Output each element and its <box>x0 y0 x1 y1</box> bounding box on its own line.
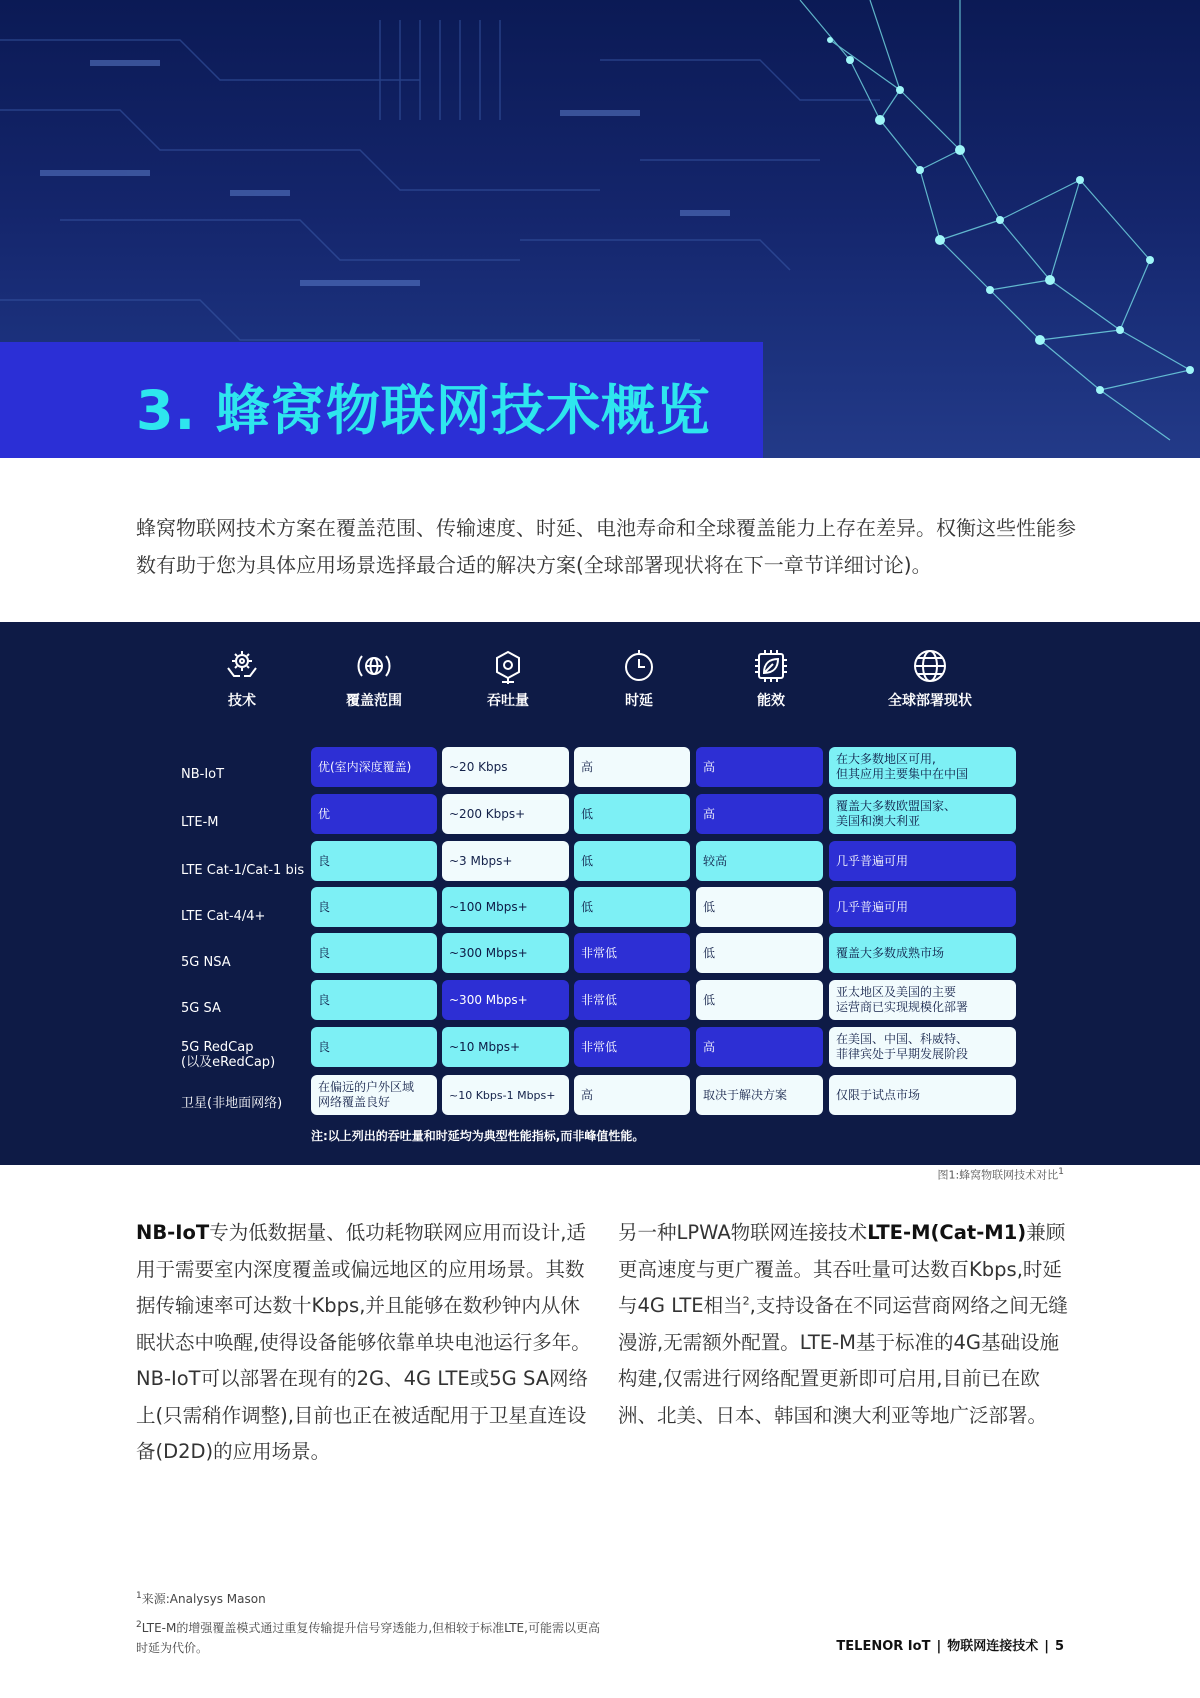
clock-icon <box>619 646 659 686</box>
cell-efficiency: 高 <box>696 1027 823 1067</box>
header-deployment <box>860 646 1000 710</box>
row-label-lte-cat1: LTE Cat-1/Cat-1 bis <box>181 863 305 878</box>
hero-banner <box>0 0 1200 458</box>
header-label: 技术 <box>228 693 256 709</box>
footer-separator: | <box>936 1639 942 1654</box>
column-right-text-c: ,支持设备在不同运营商网络之间无缝漫游,无需额外配置。LTE-M基于标准的4G基础设施构建,仅需进行网络配置更新即可启用,目前已在欧洲、北美、日本、韩国和澳大利亚等地广泛部署。 <box>618 1294 1068 1427</box>
gear-hands-icon <box>222 646 262 686</box>
signal-globe-icon <box>354 646 394 686</box>
cell-throughput: ~100 Mbps+ <box>442 887 569 927</box>
header-latency <box>574 646 704 710</box>
cell-throughput: ~10 Mbps+ <box>442 1027 569 1067</box>
cell-throughput: ~200 Kbps+ <box>442 794 569 834</box>
network-node-icon <box>488 646 528 686</box>
cell-efficiency: 低 <box>696 933 823 973</box>
cell-efficiency: 较高 <box>696 841 823 881</box>
cell-latency: 低 <box>574 794 690 834</box>
header-coverage <box>309 646 439 710</box>
header-efficiency <box>706 646 836 710</box>
cell-latency: 低 <box>574 841 690 881</box>
footnote-text: 来源:Analysys Mason <box>141 1592 266 1606</box>
cell-deployment: 几乎普遍可用 <box>829 887 1016 927</box>
row-label-5g-sa: 5G SA <box>181 1001 221 1016</box>
cell-latency: 低 <box>574 887 690 927</box>
page-footer <box>836 1635 1064 1654</box>
header-label: 能效 <box>757 693 785 709</box>
cell-coverage: 良 <box>311 841 437 881</box>
cell-coverage: 良 <box>311 980 437 1020</box>
column-left <box>136 1215 591 1471</box>
column-right <box>618 1215 1073 1434</box>
column-right-text-b: 兼顾更高速度与更广覆盖。其吞吐量可达数百Kbps,时延与4G LTE相当 <box>618 1221 1066 1317</box>
cell-latency: 非常低 <box>574 980 690 1020</box>
intro-paragraph: 蜂窝物联网技术方案在覆盖范围、传输速度、时延、电池寿命和全球覆盖能力上存在差异。权衡这些性能参数有助于您为具体应用场景选择最合适的解决方案(全球部署现状将在下一章节详细讨论)。 <box>136 516 1076 577</box>
cell-latency: 非常低 <box>574 933 690 973</box>
cell-coverage: 良 <box>311 887 437 927</box>
cell-deployment: 覆盖大多数欧盟国家、 美国和澳大利亚 <box>829 794 1016 834</box>
lte-m-term: LTE-M(Cat-M1) <box>867 1221 1027 1244</box>
footnote-text: LTE-M的增强覆盖模式通过重复传输提升信号穿透能力,但相较于标准LTE,可能需以更高时延为代价。 <box>136 1621 600 1655</box>
header-label: 覆盖范围 <box>346 693 402 709</box>
header-label: 时延 <box>625 693 653 709</box>
cell-deployment: 仅限于试点市场 <box>829 1075 1016 1115</box>
cell-deployment: 几乎普遍可用 <box>829 841 1016 881</box>
figure-caption <box>937 1166 1064 1183</box>
cell-coverage: 良 <box>311 933 437 973</box>
cell-deployment: 覆盖大多数成熟市场 <box>829 933 1016 973</box>
header-throughput <box>443 646 573 710</box>
page-number: 5 <box>1054 1639 1064 1654</box>
cell-deployment: 在大多数地区可用, 但其应用主要集中在中国 <box>829 747 1016 787</box>
leaf-chip-icon <box>751 646 791 686</box>
cell-coverage: 优 <box>311 794 437 834</box>
row-label-5g-redcap: 5G RedCap (以及eRedCap) <box>181 1040 276 1070</box>
footer-section: 物联网连接技术 <box>947 1639 1039 1654</box>
cell-throughput: ~20 Kbps <box>442 747 569 787</box>
comparison-table <box>0 622 1200 1165</box>
cell-throughput: ~300 Mbps+ <box>442 933 569 973</box>
table-note: 注:以上列出的吞吐量和时延均为典型性能指标,而非峰值性能。 <box>311 1129 645 1143</box>
column-left-text: 专为低数据量、低功耗物联网应用而设计,适用于需要室内深度覆盖或偏远地区的应用场景。其数据传输速率可达数十Kbps,并且能够在数秒钟内从休眠状态中唤醒,使得设备能够依靠单块电池运行多年。NB-IoT可以部署在现有的2G、4G LTE或5G SA网络上(只需稍作调整),目前也正在被适配用于卫星直连设备(D2D)的应用场景。 <box>136 1221 591 1463</box>
header-tech <box>177 646 307 710</box>
cell-deployment: 在美国、中国、科威特、 菲律宾处于早期发展阶段 <box>829 1027 1016 1067</box>
footer-brand: TELENOR IoT <box>836 1639 931 1654</box>
header-label: 吞吐量 <box>487 693 529 709</box>
row-label-lte-m: LTE-M <box>181 815 219 830</box>
footnote-1 <box>136 1586 606 1609</box>
cell-latency: 高 <box>574 1075 690 1115</box>
cell-latency: 高 <box>574 747 690 787</box>
footnote-ref-2: 2 <box>742 1294 750 1308</box>
cell-deployment: 亚太地区及美国的主要 运营商已实现规模化部署 <box>829 980 1016 1020</box>
cell-coverage: 优(室内深度覆盖) <box>311 747 437 787</box>
footnote-2 <box>136 1615 606 1658</box>
figure-caption-text: 图1:蜂窝物联网技术对比 <box>937 1168 1059 1182</box>
row-label-lte-cat4: LTE Cat-4/4+ <box>181 909 266 924</box>
cell-efficiency: 高 <box>696 794 823 834</box>
cell-throughput: ~10 Kbps-1 Mbps+ <box>442 1075 569 1115</box>
column-right-text-a: 另一种LPWA物联网连接技术 <box>618 1221 868 1244</box>
cell-efficiency: 低 <box>696 887 823 927</box>
figure-caption-ref: 1 <box>1058 1166 1064 1177</box>
cell-coverage: 在偏远的户外区域 网络覆盖良好 <box>311 1075 437 1115</box>
row-label-5g-nsa: 5G NSA <box>181 955 231 970</box>
cell-efficiency: 高 <box>696 747 823 787</box>
cell-throughput: ~3 Mbps+ <box>442 841 569 881</box>
cell-efficiency: 低 <box>696 980 823 1020</box>
globe-icon <box>910 646 950 686</box>
cell-latency: 非常低 <box>574 1027 690 1067</box>
cell-efficiency: 取决于解决方案 <box>696 1075 823 1115</box>
cell-coverage: 良 <box>311 1027 437 1067</box>
page-title: 3. 蜂窝物联网技术概览 <box>136 379 711 442</box>
cell-throughput: ~300 Mbps+ <box>442 980 569 1020</box>
row-label-nb-iot: NB-IoT <box>181 767 225 782</box>
row-label-satellite: 卫星(非地面网络) <box>181 1096 283 1111</box>
footnote-num: 1 <box>136 1591 142 1601</box>
footnote-num: 2 <box>136 1620 142 1630</box>
footer-separator: | <box>1044 1639 1049 1654</box>
nb-iot-term: NB-IoT <box>136 1221 210 1244</box>
header-label: 全球部署现状 <box>888 693 972 709</box>
